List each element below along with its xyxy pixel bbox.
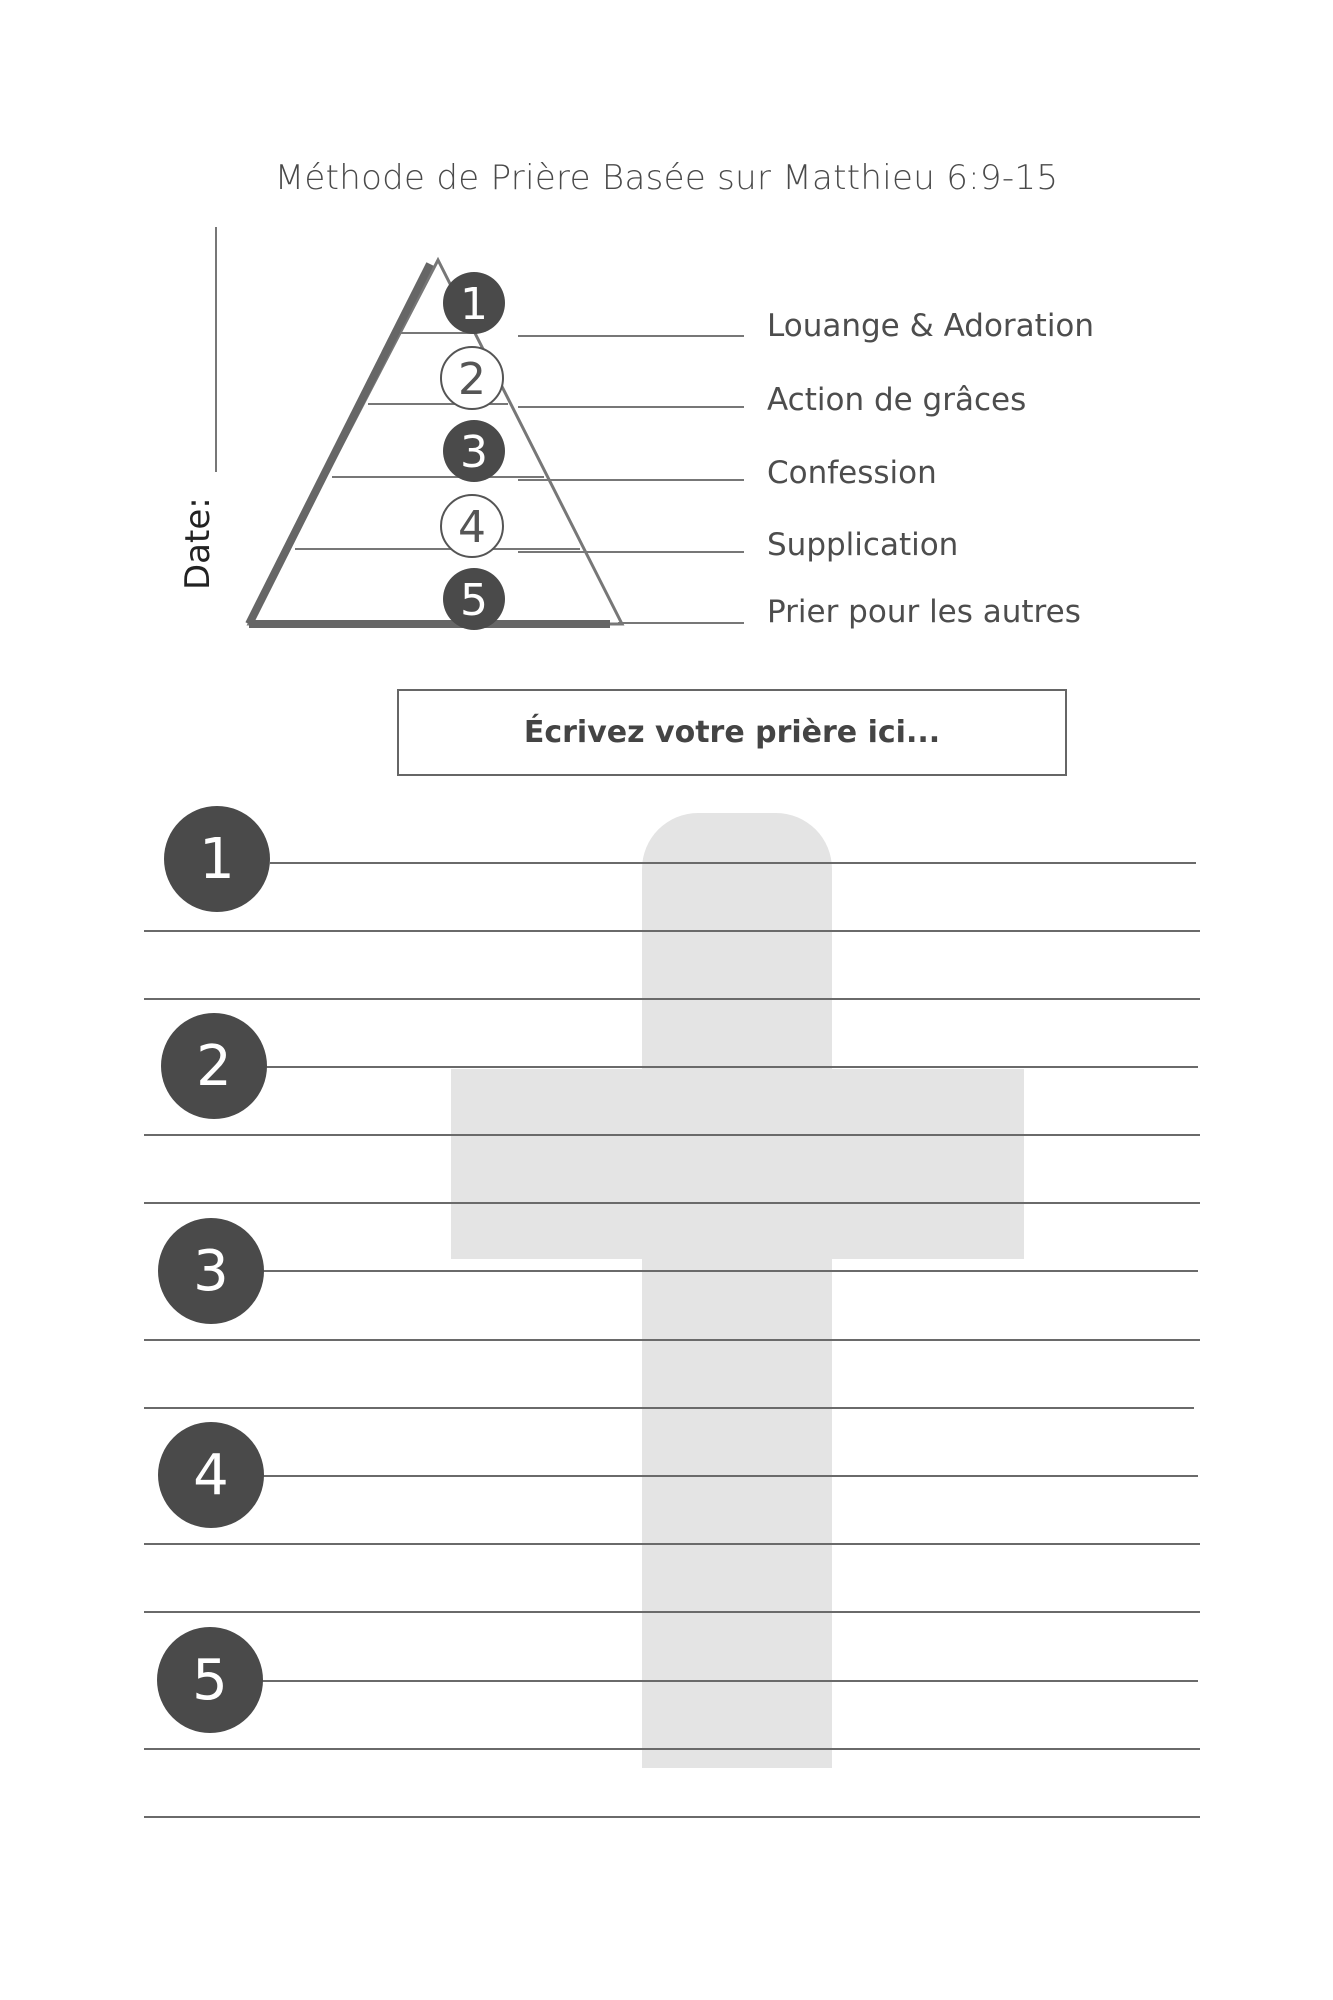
legend-label-confession: Confession [767,455,937,491]
section-number-3: 3 [158,1218,264,1324]
pyramid-number: 2 [458,354,486,405]
writing-line [262,1270,1198,1272]
writing-line [270,862,1196,864]
legend-label-praise: Louange & Adoration [767,308,1095,344]
pyramid-level-4-icon [441,495,503,557]
pyramid-number: 3 [460,427,488,478]
pyramid-number: 1 [460,279,488,330]
legend-label-supplication: Supplication [767,527,959,563]
pyramid-level-1-icon [443,272,505,334]
section-number-1: 1 [164,806,270,912]
section-number-4: 4 [158,1422,264,1528]
pyramid-level-3-icon [443,420,505,482]
prayer-prompt: Écrivez votre prière ici... [523,715,941,750]
prayer-pyramid [0,0,1333,700]
pyramid-number: 5 [460,575,488,626]
legend-label-thanksgiving: Action de grâces [767,382,1027,418]
pyramid-level-5-icon [443,568,505,630]
writing-line [144,930,1200,932]
writing-line [144,1134,1200,1136]
legend-connector [518,479,744,481]
writing-line [144,1611,1200,1613]
pyramid-level-2-icon [441,347,503,409]
legend-connector [618,622,744,624]
page-title: Méthode de Prière Basée sur Matthieu 6:9-15 [274,158,1059,198]
pyramid-number: 4 [458,502,486,553]
writing-line [266,1066,1198,1068]
writing-line [260,1680,1198,1682]
prayer-prompt-box [397,689,1067,776]
section-number-5: 5 [157,1627,263,1733]
writing-line [144,1816,1200,1818]
cross-horizontal-bar [451,1069,1024,1259]
writing-line [144,1543,1200,1545]
legend-connector [518,551,744,553]
writing-line [144,1339,1200,1341]
legend-connector [518,406,744,408]
section-number-2: 2 [161,1013,267,1119]
writing-line [262,1475,1198,1477]
legend-label-intercession: Prier pour les autres [767,594,1081,630]
writing-line [144,998,1200,1000]
date-label: Date: [178,497,218,590]
legend-connector [518,335,744,337]
cross-vertical-bar [642,813,832,1768]
writing-line [144,1202,1200,1204]
writing-line [144,1748,1200,1750]
writing-line [144,1407,1194,1409]
